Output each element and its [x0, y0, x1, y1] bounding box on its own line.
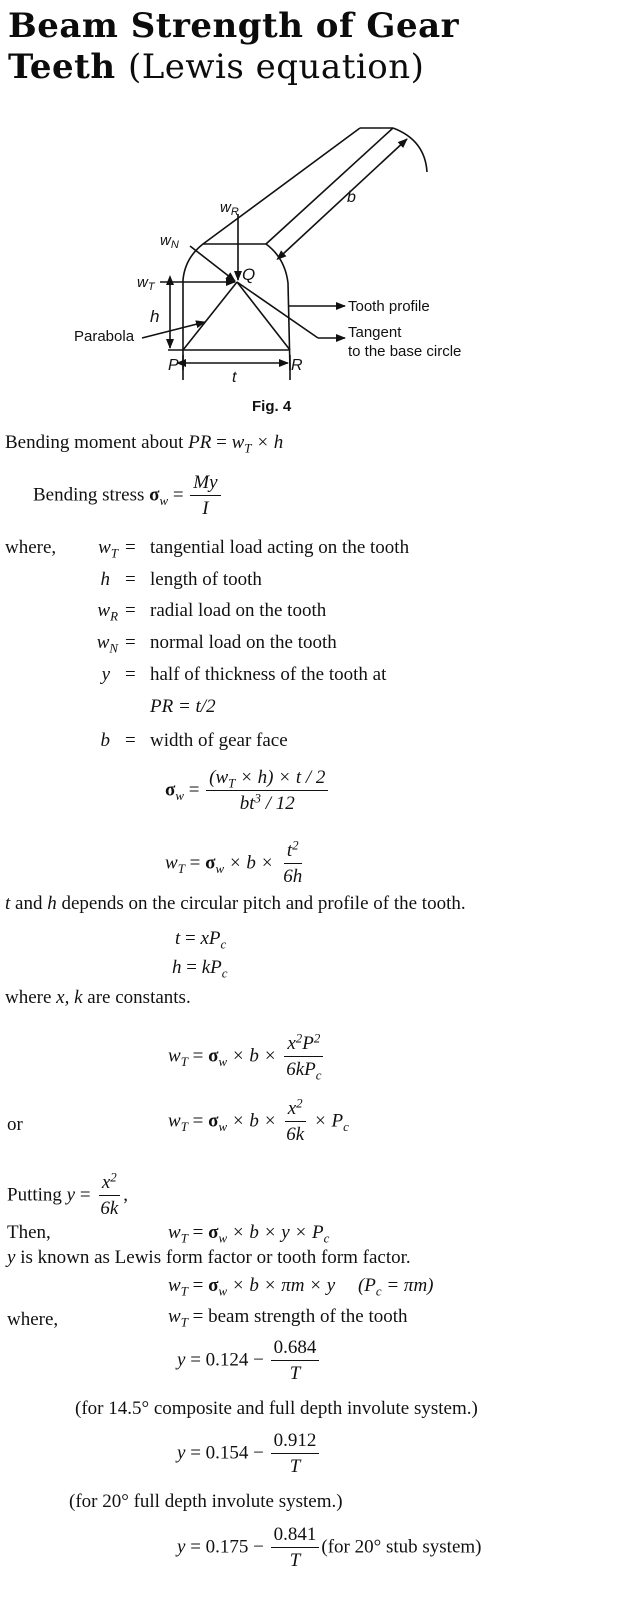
then-label: Then, [7, 1222, 51, 1243]
figure-caption: Fig. 4 [252, 398, 292, 415]
wt-equation-3: $w_T = \sigma_w \times b$ × $\frac{x^2}{6k}$ × $P_c$ [168, 1095, 349, 1145]
t-equation: $t = xP_c$ [175, 928, 227, 952]
form-factor-note-1: (for 14.5° composite and full depth involute system.) [75, 1398, 478, 1419]
t-h-statement: t and h depends on the circular pitch and profile of the tooth. [5, 893, 466, 914]
title-line-1: Beam Strength of Gear [8, 6, 460, 46]
label-P: P [168, 357, 179, 374]
form-factor-equation-2: y = 0.154 − $\frac{0.912}{T}$ [177, 1430, 321, 1478]
form-factor-note-2: (for 20° full depth involute system.) [69, 1491, 343, 1512]
label-b: b [347, 189, 356, 206]
title-light-part: (Lewis equation) [127, 47, 425, 87]
wt-equation-2: $w_T = \sigma_w \times b$ × $\frac{x^2P^2}{6kP_c}$ [168, 1030, 322, 1083]
where-label-2: where, [7, 1309, 59, 1330]
my-over-i-fraction: $\frac{My}{I}$ [190, 472, 220, 520]
label-R: R [291, 357, 303, 374]
lewis-form-factor-statement: y is known as Lewis form factor or tooth form factor. [7, 1247, 411, 1268]
sigma-w-equation: $\sigma_w$ = $\frac{(w_T \times h) \times t / 2}{bt^3 / 12}$ [165, 767, 330, 815]
form-factor-note-3: (for 20° stub system) [321, 1536, 482, 1558]
constants-statement: where x, k are constants. [5, 987, 191, 1008]
wt-equation-1: $w_T = \sigma_w \times b$ × $\frac{t^2}{6h}$ [165, 837, 303, 887]
where-label: where, [5, 537, 57, 558]
page-title-line-2 [8, 47, 424, 87]
title-bold-part: Teeth [8, 47, 116, 87]
label-h: h [150, 307, 160, 326]
h-equation: $h = kP_c$ [172, 957, 228, 981]
label-base-circle: to the base circle [348, 343, 462, 360]
label-tooth-profile: Tooth profile [348, 298, 430, 315]
label-tangent: Tangent [348, 324, 402, 341]
bending-stress-line: Bending stress $\sigma_w$ = $\frac{My}{I}$ [33, 472, 223, 520]
label-wT: $w_T$ [137, 274, 155, 293]
label-wR: $w_R$ [220, 199, 239, 218]
wt-equation-4: $w_T = \sigma_w \times b \times y \times P_c$ [168, 1222, 330, 1246]
page-title [8, 6, 459, 46]
gear-tooth-diagram [0, 110, 636, 410]
label-wN: $w_N$ [160, 232, 179, 251]
beam-strength-definition: $w_T$ = beam strength of the tooth [168, 1306, 408, 1330]
form-factor-equation-3: y = 0.175 − $\frac{0.841}{T}$ (for 20° stub system) [177, 1524, 482, 1571]
or-label: or [7, 1114, 23, 1135]
form-factor-equation-1: y = 0.124 − $\frac{0.684}{T}$ [177, 1337, 321, 1385]
bending-moment-line: Bending moment about PR = $w_T \times h$ [5, 432, 284, 456]
label-parabola: Parabola [74, 328, 135, 345]
label-Q: Q [242, 265, 256, 284]
wt-equation-5: $w_T = \sigma_w \times b \times \pi m \times y$ $(P_c = \pi m)$ [168, 1275, 434, 1299]
putting-line: Putting y = $\frac{x^2}{6k}$ , [7, 1169, 128, 1219]
label-t: t [232, 369, 237, 386]
